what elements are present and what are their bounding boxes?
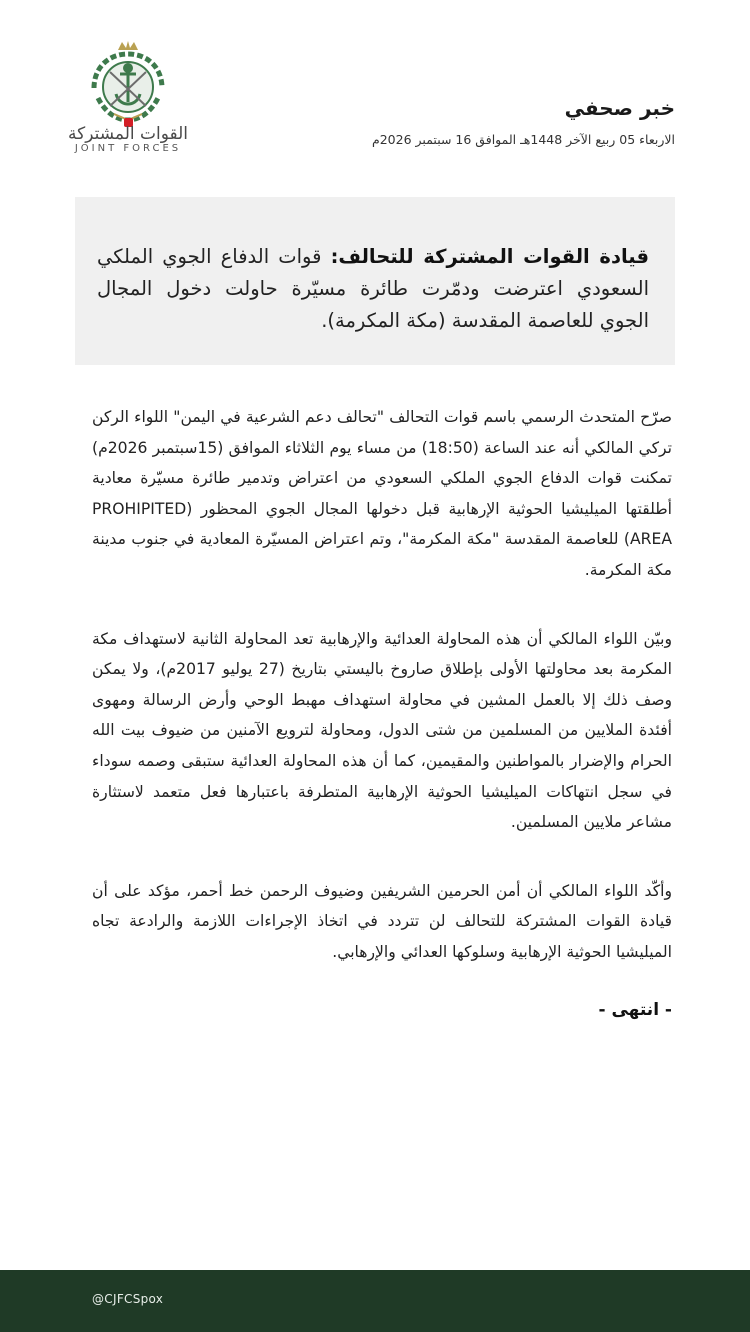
headline-box	[75, 197, 675, 365]
headline	[97, 241, 649, 337]
social-handle: @CJFCSpox	[92, 1292, 164, 1306]
document-date: الاربعاء 05 ربيع الآخر 1448هـ الموافق 16 سبتمبر 2026م	[371, 132, 675, 147]
paragraph-3: وأكّد اللواء المالكي أن أمن الحرمين الشريفين وضيوف الرحمن خط أحمر، مؤكد على أن قيادة القوات المشتركة للتحالف لن تتردد في اتخاذ الإجراءات اللازمة والرادعة تجاه الميليشيا الحوثية الإرهابية وسلوكها العدائي والإرهابي.	[92, 881, 672, 961]
document-type-title: خبر صحفي	[564, 96, 675, 120]
paragraph-1: صرّح المتحدث الرسمي باسم قوات التحالف "تحالف دعم الشرعية في اليمن" اللواء الركن تركي المالكي أنه عند الساعة (18:50) من مساء يوم الثلاثاء الموافق (15سبتمبر 2026م) تمكنت قوات الدفاع الجوي الملكي السعودي من اعتراض وتدمير طائرة مسيّرة معادية أطلقتها الميليشيا الحوثية الإرهابية قبل دخولها المجال الجوي المحظور (PROHIPITED AREA) للعاصمة المقدسة "مكة المكرمة"، وتم اعتراض المسيّرة المعادية في جنوب مدينة مكة المكرمة.	[92, 408, 672, 579]
footer-bar	[0, 1270, 750, 1332]
logo-arabic-name: القوات المشتركة	[67, 124, 189, 144]
article-body	[92, 402, 672, 1020]
headline-text: قوات الدفاع الجوي الملكي السعودي اعترضت ودمّرت طائرة مسيّرة حاولت دخول المجال الجوي للعاصمة المقدسة (مكة المكرمة).	[97, 245, 649, 332]
headline-lead: قيادة القوات المشتركة للتحالف:	[330, 245, 650, 268]
paragraph-2: وبيّن اللواء المالكي أن هذه المحاولة العدائية والإرهابية تعد المحاولة الثانية لاستهداف مكة المكرمة بعد محاولتها الأولى بإطلاق صاروخ باليستي بتاريخ (27 يوليو 2017م)، ولا يمكن وصف ذلك إلا بالعمل المشين في محاولة استهداف مهبط الوحي وأرض الرسالة ومهوى أفئدة الملايين من المسلمين من شتى الدول، ومحاولة لترويع الآمنين من ضيوف بيت الله الحرام والإضرار بالمواطنين والمقيمين، كما أن هذه المحاولة العدائية ستبقى وصمه سوداء في سجل انتهاكات الميليشيا الحوثية الإرهابية المتطرفة باعتبارها فعل متعمد لاستثارة مشاعر ملايين المسلمين.	[92, 629, 672, 832]
page-header	[0, 0, 750, 190]
logo-english-name: JOINT FORCES	[74, 143, 182, 154]
end-mark: - انتهى -	[598, 999, 672, 1020]
